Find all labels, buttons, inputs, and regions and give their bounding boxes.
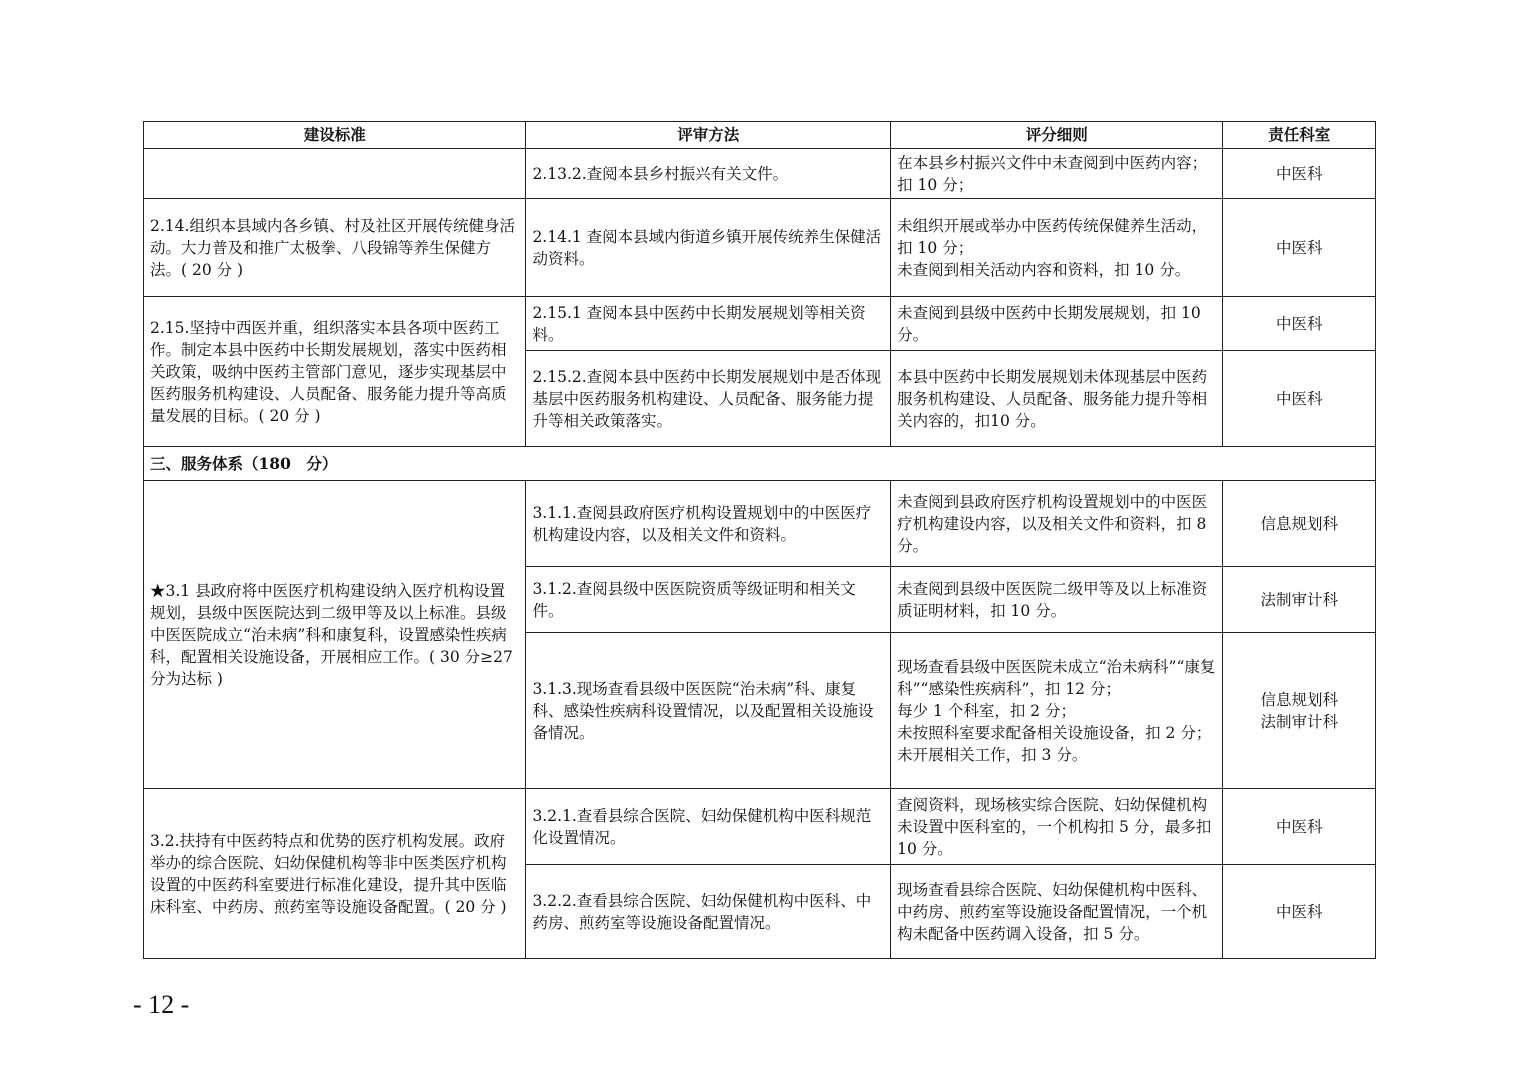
department-cell: 中医科 bbox=[1223, 351, 1376, 447]
department-line: 信息规划科 bbox=[1260, 690, 1338, 709]
method-cell: 2.14.1 查阅本县域内街道乡镇开展传统养生保健活动资料。 bbox=[526, 199, 891, 297]
section-heading: 三、服务体系（180 分） bbox=[144, 447, 1376, 481]
detail-cell: 在本县乡村振兴文件中未查阅到中医药内容；扣 10 分； bbox=[891, 149, 1223, 199]
detail-line: 未开展相关工作，扣 3 分。 bbox=[897, 745, 1088, 764]
table-row bbox=[144, 297, 1376, 351]
header-standard: 建设标准 bbox=[144, 122, 526, 149]
page-number: - 12 - bbox=[133, 990, 190, 1019]
detail-cell: 本县中医药中长期发展规划未体现基层中医药服务机构建设、人员配备、服务能力提升等相关内容的，扣10 分。 bbox=[891, 351, 1223, 447]
department-cell: 信息规划科 bbox=[1223, 481, 1376, 567]
detail-cell bbox=[891, 633, 1223, 789]
header-detail: 评分细则 bbox=[891, 122, 1223, 149]
method-cell: 3.1.3.现场查看县级中医医院“治未病”科、康复科、感染性疾病科设置情况，以及配置相关设施设备情况。 bbox=[526, 633, 891, 789]
department-cell: 中医科 bbox=[1223, 149, 1376, 199]
standard-cell: 3.2.扶持有中医药特点和优势的医疗机构发展。政府举办的综合医院、妇幼保健机构等非中医类医疗机构设置的中医药科室要进行标准化建设，提升其中医临床科室、中药房、煎药室等设施设备配置。( 20 分 ) bbox=[144, 789, 526, 959]
department-cell: 法制审计科 bbox=[1223, 567, 1376, 633]
detail-line: 现场查看县级中医医院未成立“治未病科”“康复科”“感染性疾病科”，扣 12 分； bbox=[897, 657, 1216, 698]
detail-cell: 未查阅到县级中医医院二级甲等及以上标准资质证明材料，扣 10 分。 bbox=[891, 567, 1223, 633]
department-cell: 中医科 bbox=[1223, 199, 1376, 297]
detail-line: 未组织开展或举办中医药传统保健养生活动，扣 10 分； bbox=[897, 216, 1208, 257]
standard-cell: 2.15.坚持中西医并重，组织落实本县各项中医药工作。制定本县中医药中长期发展规划，落实中医药相关政策，吸纳中医药主管部门意见，逐步实现基层中医药服务机构建设、人员配备、服务能力提升等高质量发展的目标。( 20 分 ) bbox=[144, 297, 526, 447]
evaluation-table bbox=[143, 121, 1376, 959]
table-row bbox=[144, 789, 1376, 865]
method-cell: 2.13.2.查阅本县乡村振兴有关文件。 bbox=[526, 149, 891, 199]
method-cell: 2.15.2.查阅本县中医药中长期发展规划中是否体现基层中医药服务机构建设、人员配备、服务能力提升等相关政策落实。 bbox=[526, 351, 891, 447]
header-row bbox=[144, 122, 1376, 149]
table-row bbox=[144, 149, 1376, 199]
table-row bbox=[144, 481, 1376, 567]
department-cell bbox=[1223, 633, 1376, 789]
detail-cell: 未查阅到县级中医药中长期发展规划，扣 10 分。 bbox=[891, 297, 1223, 351]
standard-cell bbox=[144, 149, 526, 199]
department-line: 法制审计科 bbox=[1260, 712, 1338, 731]
method-cell: 3.2.1.查看县综合医院、妇幼保健机构中医科规范化设置情况。 bbox=[526, 789, 891, 865]
detail-cell: 查阅资料，现场核实综合医院、妇幼保健机构未设置中医科室的，一个机构扣 5 分，最多扣 10 分。 bbox=[891, 789, 1223, 865]
header-method: 评审方法 bbox=[526, 122, 891, 149]
table-row bbox=[144, 199, 1376, 297]
standard-cell: ★3.1 县政府将中医医疗机构建设纳入医疗机构设置规划，县级中医医院达到二级甲等及以上标准。县级中医医院成立“治未病”科和康复科，设置感染性疾病科，配置相关设施设备，开展相应工作。( 30 分≥27 分为达标 ) bbox=[144, 481, 526, 789]
method-cell: 2.15.1 查阅本县中医药中长期发展规划等相关资料。 bbox=[526, 297, 891, 351]
detail-cell: 未查阅到县政府医疗机构设置规划中的中医医疗机构建设内容，以及相关文件和资料，扣 8 分。 bbox=[891, 481, 1223, 567]
department-cell: 中医科 bbox=[1223, 865, 1376, 959]
detail-line: 未按照科室要求配备相关设施设备，扣 2 分； bbox=[897, 723, 1212, 742]
method-cell: 3.1.2.查阅县级中医医院资质等级证明和相关文件。 bbox=[526, 567, 891, 633]
detail-line: 每少 1 个科室，扣 2 分； bbox=[897, 701, 1077, 720]
method-cell: 3.2.2.查看县综合医院、妇幼保健机构中医科、中药房、煎药室等设施设备配置情况。 bbox=[526, 865, 891, 959]
detail-line: 未查阅到相关活动内容和资料，扣 10 分。 bbox=[897, 260, 1191, 279]
department-cell: 中医科 bbox=[1223, 297, 1376, 351]
department-cell: 中医科 bbox=[1223, 789, 1376, 865]
detail-cell bbox=[891, 199, 1223, 297]
section-row bbox=[144, 447, 1376, 481]
detail-cell: 现场查看县综合医院、妇幼保健机构中医科、中药房、煎药室等设施设备配置情况，一个机构未配备中医药调入设备，扣 5 分。 bbox=[891, 865, 1223, 959]
method-cell: 3.1.1.查阅县政府医疗机构设置规划中的中医医疗机构建设内容，以及相关文件和资料。 bbox=[526, 481, 891, 567]
standard-cell: 2.14.组织本县域内各乡镇、村及社区开展传统健身活动。大力普及和推广太极拳、八段锦等养生保健方法。( 20 分 ) bbox=[144, 199, 526, 297]
header-department: 责任科室 bbox=[1223, 122, 1376, 149]
